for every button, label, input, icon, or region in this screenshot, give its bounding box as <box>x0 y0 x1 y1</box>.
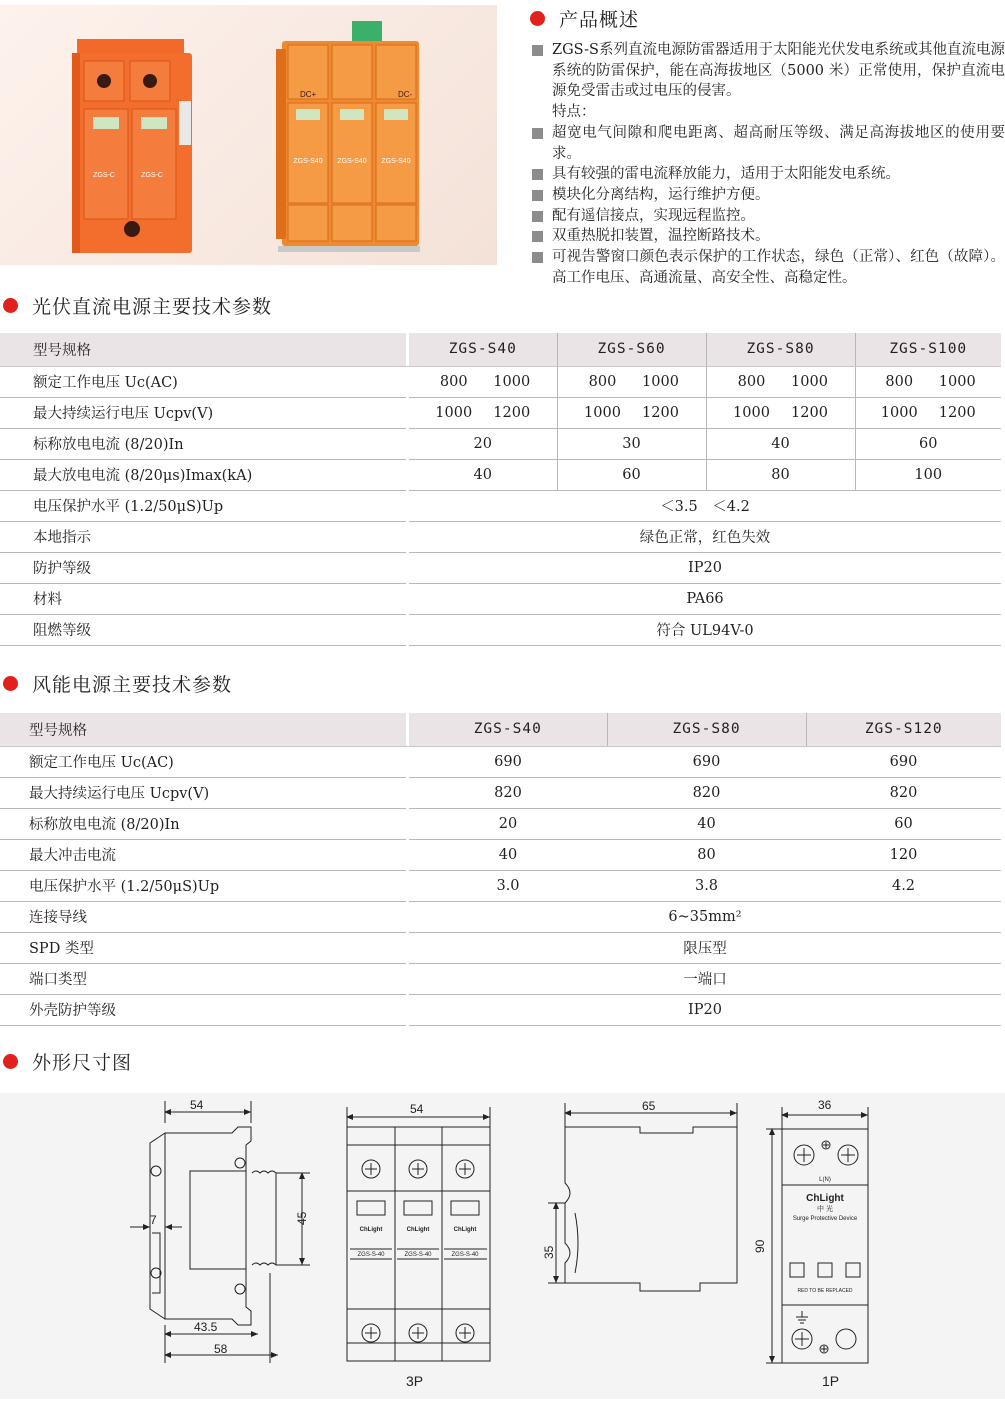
brand-label: ChLight <box>359 1227 383 1233</box>
dim-1p-width: 36 <box>818 1098 832 1112</box>
dim-1p-side-width: 65 <box>642 1099 656 1113</box>
cell-value: 1000 <box>733 404 770 421</box>
cell-value: 60 <box>557 459 706 490</box>
model-header: ZGS-S40 <box>409 333 557 366</box>
dimension-drawings <box>0 1093 1005 1399</box>
cell-value: 1000 <box>584 404 621 421</box>
section-bullet-icon <box>3 1054 18 1069</box>
warning-label: RED TO BE REPLACED <box>797 1288 853 1294</box>
brand-1p-label: ChLight <box>806 1193 844 1204</box>
table-row <box>0 366 1001 397</box>
dim-1p-side-height: 35 <box>542 1245 556 1259</box>
cell-value: 1000 <box>791 373 828 390</box>
table-row <box>0 777 1001 808</box>
table-row <box>0 397 1001 428</box>
spd-sub-label: Surge Protective Device <box>792 1216 858 1222</box>
cell-value: 690 <box>409 746 607 777</box>
cell-value: 限压型 <box>409 932 1001 963</box>
cell-value: 绿色正常，红色失效 <box>409 521 1001 552</box>
dim-side-a: 43.5 <box>194 1320 218 1334</box>
photo-dc-plus: DC+ <box>300 90 317 99</box>
cell-value: 80 <box>607 839 806 870</box>
cell-value: 800 <box>439 373 468 390</box>
row-label: 电压保护水平 (1.2/50μS)Up <box>0 870 406 901</box>
cell-value: 800 <box>588 373 617 390</box>
overview-list <box>530 40 1005 288</box>
table-row <box>0 583 1001 614</box>
wind-title: 风能电源主要技术参数 <box>32 673 233 696</box>
cell-value: 800 <box>737 373 766 390</box>
overview-item: 特点： <box>552 104 596 121</box>
cell-value: ＜3.5 ＜4.2 <box>409 490 1001 521</box>
cell-value: 1200 <box>493 404 531 421</box>
svg-text:ZGS-S-40: ZGS-S-40 <box>404 1252 432 1258</box>
cell-value: 60 <box>855 428 1001 459</box>
spd-2p-product <box>72 39 192 253</box>
side-1p-drawing <box>548 1103 737 1291</box>
product-photo <box>0 5 497 265</box>
overview-title: 产品概述 <box>559 8 640 31</box>
cell-value: 符合 UL94V-0 <box>409 614 1001 645</box>
table-row <box>0 901 1001 932</box>
row-label: 本地指示 <box>0 521 406 552</box>
svg-text:ChLight: ChLight <box>406 1227 430 1233</box>
overview-item: 超宽电气间隙和爬电距离、超高耐压等级、满足高海拔地区的使用要求。 <box>530 123 1005 164</box>
table-row <box>0 994 1001 1025</box>
cell-value: PA66 <box>409 583 1001 614</box>
section-bullet-icon <box>3 298 18 313</box>
overview-item: 可视告警窗口颜色表示保护的工作状态，绿色（正常）、红色（故障）。高工作电压、高通流量、高安全性、高稳定性。 <box>530 247 1005 288</box>
header-label: 型号规格 <box>0 333 406 366</box>
cell-value: 1200 <box>642 404 679 421</box>
caption-1p: 1P <box>822 1373 840 1389</box>
front-1p-drawing <box>766 1107 868 1363</box>
cell-value: 80 <box>706 459 855 490</box>
table-row <box>0 490 1001 521</box>
overview-item: 模块化分离结构，运行维护方便。 <box>530 185 1005 206</box>
cell-value: 820 <box>607 777 806 808</box>
cell-value: 1000 <box>880 404 918 421</box>
wind-spec-table <box>0 713 1001 1026</box>
row-label: 标称放电电流 (8/20)In <box>0 428 406 459</box>
row-label: 额定工作电压 Uc(AC) <box>0 746 406 777</box>
wind-section-heading <box>3 669 232 697</box>
row-label: 最大放电电流 (8/20μs)Imax(kA) <box>0 459 406 490</box>
table-row <box>0 932 1001 963</box>
pv-spec-table <box>0 333 1001 646</box>
cell-value: 800 <box>885 373 914 390</box>
photo-dc-minus: DC- <box>398 90 413 99</box>
product-overview <box>530 4 1005 288</box>
dim-1p-height: 90 <box>753 1239 767 1253</box>
cell-value: IP20 <box>409 552 1001 583</box>
table-row <box>0 746 1001 777</box>
table-row <box>0 552 1001 583</box>
pv-title: 光伏直流电源主要技术参数 <box>32 295 273 318</box>
model-header: ZGS-S80 <box>607 713 806 746</box>
row-label: 额定工作电压 Uc(AC) <box>0 366 406 397</box>
table-row <box>0 839 1001 870</box>
overview-item: 具有较强的雷电流释放能力，适用于太阳能发电系统。 <box>530 164 1005 185</box>
svg-text:ZGS-S40: ZGS-S40 <box>337 158 367 165</box>
row-label: 最大冲击电流 <box>0 839 406 870</box>
model-header: ZGS-S40 <box>409 713 607 746</box>
table-header-row <box>0 333 1001 366</box>
side-view-drawing <box>130 1101 310 1363</box>
dim-side-depth: 7 <box>150 1213 157 1227</box>
cell-value: 30 <box>557 428 706 459</box>
cell-value: 40 <box>409 839 607 870</box>
section-bullet-icon <box>3 676 18 691</box>
terminal-label: L(N) <box>819 1177 831 1183</box>
cell-value: 20 <box>409 808 607 839</box>
cell-value: 820 <box>806 777 1001 808</box>
cell-value: 40 <box>706 428 855 459</box>
cell-value: IP20 <box>409 994 1001 1025</box>
svg-text:ZGS-S40: ZGS-S40 <box>381 158 411 165</box>
row-label: 外壳防护等级 <box>0 994 406 1025</box>
model-label: ZGS-S-40 <box>357 1252 385 1258</box>
row-label: 连接导线 <box>0 901 406 932</box>
cell-value: 40 <box>409 459 557 490</box>
row-label: 最大持续运行电压 Ucpv(V) <box>0 397 406 428</box>
row-label: 材料 <box>0 583 406 614</box>
table-row <box>0 521 1001 552</box>
cell-value: 20 <box>409 428 557 459</box>
row-label: SPD 类型 <box>0 932 406 963</box>
table-row <box>0 808 1001 839</box>
cell-value: 1000 <box>642 373 679 390</box>
model-header: ZGS-S60 <box>557 333 706 366</box>
front-3p-drawing <box>347 1107 490 1361</box>
model-header: ZGS-S80 <box>706 333 855 366</box>
table-row <box>0 428 1001 459</box>
row-label: 阻燃等级 <box>0 614 406 645</box>
cell-value: 40 <box>607 808 806 839</box>
dims-section-heading <box>3 1047 132 1075</box>
table-header-row <box>0 713 1001 746</box>
cell-value: 1000 <box>938 373 976 390</box>
dims-title: 外形尺寸图 <box>32 1051 133 1074</box>
cell-value: 60 <box>806 808 1001 839</box>
table-row <box>0 963 1001 994</box>
row-label: 标称放电电流 (8/20)In <box>0 808 406 839</box>
cell-value: 4.2 <box>806 870 1001 901</box>
cell-value: 1000 <box>435 404 473 421</box>
row-label: 防护等级 <box>0 552 406 583</box>
header-label: 型号规格 <box>0 713 406 746</box>
cell-value: 690 <box>607 746 806 777</box>
brand-cn-label: 中 光 <box>817 1206 833 1213</box>
svg-text:ZGS-S-40: ZGS-S-40 <box>451 1252 479 1258</box>
svg-text:ZGS-C: ZGS-C <box>141 172 163 179</box>
cell-value: 100 <box>855 459 1001 490</box>
cell-value: 820 <box>409 777 607 808</box>
overview-item: 配有遥信接点，实现远程监控。 <box>530 206 1005 227</box>
cell-value: 3.8 <box>607 870 806 901</box>
dim-side-b: 58 <box>214 1342 228 1356</box>
dim-side-width: 54 <box>190 1098 204 1112</box>
svg-text:ChLight: ChLight <box>453 1227 477 1233</box>
dim-3p-width: 54 <box>410 1102 424 1116</box>
photo-left-model: ZGS-C <box>93 172 115 179</box>
model-header: ZGS-S120 <box>806 713 1001 746</box>
spd-3p-product <box>276 21 420 252</box>
table-row <box>0 459 1001 490</box>
cell-value: 1200 <box>938 404 976 421</box>
model-header: ZGS-S100 <box>855 333 1001 366</box>
overview-item: ZGS-S系列直流电源防雷器适用于太阳能光伏发电系统或其他直流电源系统的防雷保护，能在高海拔地区（5000 米）正常使用，保护直流电源免受雷击或过电压的侵害。 <box>530 40 1005 102</box>
cell-value: 690 <box>806 746 1001 777</box>
cell-value: 一端口 <box>409 963 1001 994</box>
dim-side-height: 45 <box>295 1211 309 1225</box>
row-label: 电压保护水平 (1.2/50μS)Up <box>0 490 406 521</box>
overview-item: 双重热脱扣装置，温控断路技术。 <box>530 226 1005 247</box>
section-bullet-icon <box>530 11 545 26</box>
cell-value: 1200 <box>791 404 828 421</box>
row-label: 最大持续运行电压 Ucpv(V) <box>0 777 406 808</box>
table-row <box>0 870 1001 901</box>
caption-3p: 3P <box>406 1373 424 1389</box>
table-row <box>0 614 1001 645</box>
pv-section-heading <box>3 291 272 319</box>
cell-value: 6~35mm² <box>409 901 1001 932</box>
photo-right-model: ZGS-S40 <box>293 158 323 165</box>
cell-value: 1000 <box>493 373 531 390</box>
cell-value: 120 <box>806 839 1001 870</box>
cell-value: 3.0 <box>409 870 607 901</box>
row-label: 端口类型 <box>0 963 406 994</box>
